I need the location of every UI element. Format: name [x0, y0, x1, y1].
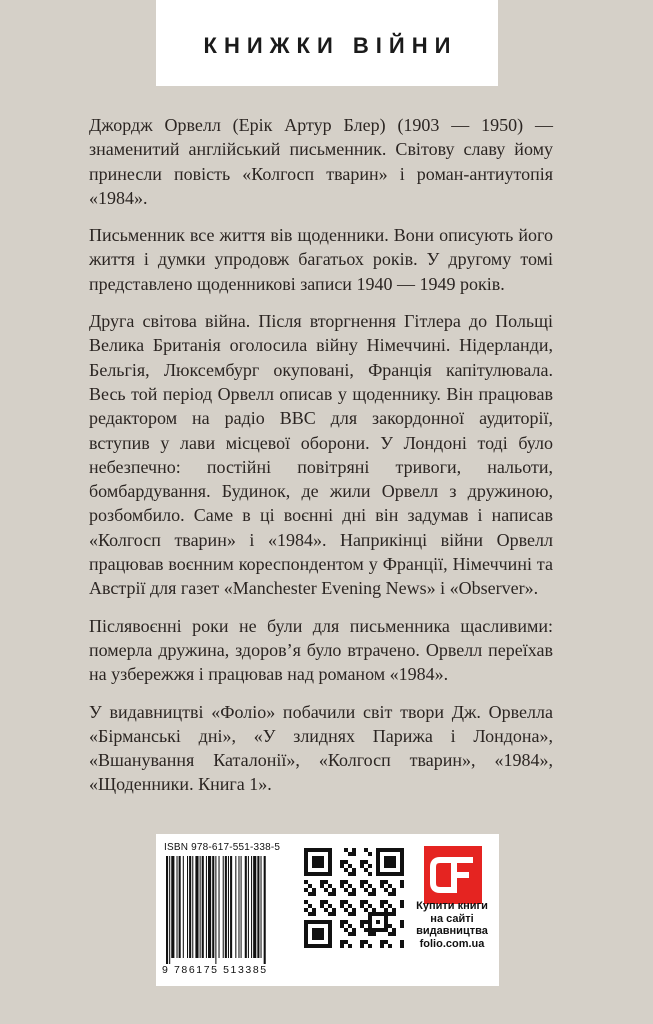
buy-line: видавництва	[416, 925, 488, 937]
series-title: КНИЖКИ ВІЙНИ	[203, 33, 458, 58]
barcode-icon	[164, 856, 304, 964]
footer-panel	[156, 834, 499, 986]
paragraph-war: Друга світова війна. Після вторгнення Гітлера до Польщі Велика Британія оголосила війну Німеччині. Нідерланди, Бельгія, Люксембург окуповані, Франція капітулювала. Весь той період Орвелл описав у щоденнику. Він працював редактором на радіо BBC для закордонної аудиторії, вступив у лави місцевої оборони. У Лондоні тоді було небезпечно: постійні повітряні тривоги, нальоти, бомбардування. Будинок, де жили Орвелл з дружиною, розбомбило. Саме в ці воєнні дні він задумав і написав «Колгосп тварин» і «1984». Наприкінці війни Орвелл працював воєнним кореспондентом у Франції, Німеччині та Австрії для газет «Manchester Evening News» і «Observer».	[89, 311, 553, 599]
paragraph-diaries: Письменник все життя вів щоденники. Вони описують його життя і думки упродовж багатьох років. У другому томі представлено щоденникові записи 1940 — 1949 років.	[89, 225, 553, 294]
buy-line: на сайті	[430, 912, 474, 925]
cf-logo-icon	[424, 846, 482, 904]
qr-code-icon[interactable]	[304, 848, 404, 948]
publisher-logo	[424, 846, 482, 904]
buy-line: Купити книги	[416, 900, 488, 912]
paragraph-folio-works: У видавництві «Фоліо» побачили світ твори Дж. Орвелла «Бірманські дні», «У злиднях Парижа і Лондона», «Вшанування Каталонії», «Колгосп тварин», «1984», «Щоденники. Книга 1».	[89, 701, 553, 795]
series-header	[156, 0, 498, 86]
paragraph-postwar: Післявоєнні роки не були для письменника щасливими: померла дружина, здоров’я було втрачено. Орвелл переїхав на узбережжя і працював над романом «1984».	[89, 615, 553, 685]
publisher-website-link[interactable]: folio.com.ua	[419, 937, 485, 950]
paragraph-author: Джордж Орвелл (Ерік Артур Блер) (1903 — 1950) — знаменитий англійський письменник. Світову славу йому принесли повість «Колгосп тварин» і роман-антиутопія «1984».	[89, 115, 553, 208]
buy-books-note	[408, 900, 496, 950]
annotation-text	[89, 113, 553, 810]
barcode-number: 9 786175 513385	[162, 964, 268, 976]
isbn-label: ISBN 978-617-551-338-5	[164, 842, 281, 853]
